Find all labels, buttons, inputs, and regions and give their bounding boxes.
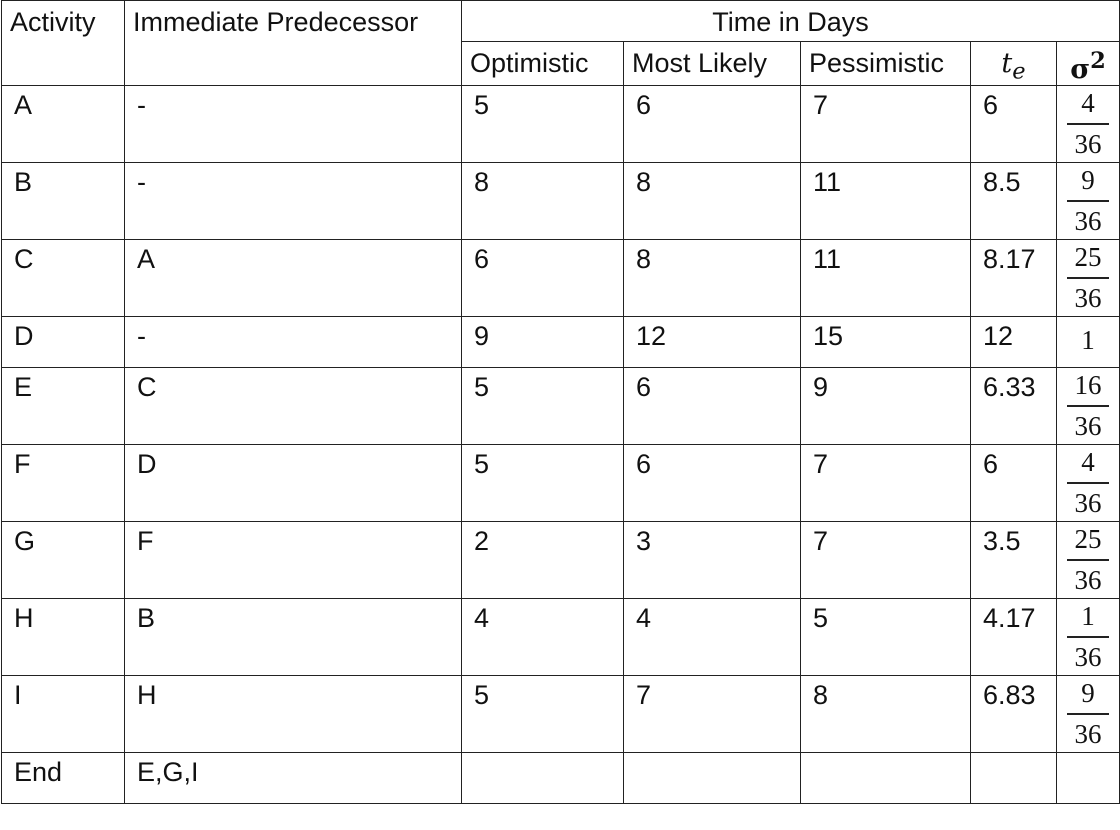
cell-optimistic: 8 xyxy=(462,163,624,240)
header-row-1 xyxy=(2,1,1120,42)
table-row xyxy=(2,445,1120,522)
cell-te: 6.83 xyxy=(971,676,1057,753)
cell-most-likely: 4 xyxy=(624,599,801,676)
cell-activity: D xyxy=(2,317,125,368)
cell-pessimistic: 5 xyxy=(801,599,971,676)
table-row xyxy=(2,317,1120,368)
table-row xyxy=(2,599,1120,676)
cell-predecessor: E,G,I xyxy=(125,753,462,804)
te-subscript: e xyxy=(1012,58,1026,85)
variance-denominator: 36 xyxy=(1074,129,1102,159)
variance-fraction xyxy=(1065,372,1111,440)
variance-denominator: 36 xyxy=(1074,642,1102,672)
cell-most-likely: 6 xyxy=(624,86,801,163)
cell-te: 6 xyxy=(971,445,1057,522)
cell-optimistic: 5 xyxy=(462,368,624,445)
col-header-predecessor: Immediate Predecessor xyxy=(125,1,462,86)
cell-activity: A xyxy=(2,86,125,163)
cell-activity: I xyxy=(2,676,125,753)
cell-pessimistic: 7 xyxy=(801,522,971,599)
table-row xyxy=(2,86,1120,163)
cell-variance xyxy=(1057,86,1120,163)
cell-te xyxy=(971,753,1057,804)
variance-fraction xyxy=(1065,526,1111,594)
cell-te: 6 xyxy=(971,86,1057,163)
cell-pessimistic: 15 xyxy=(801,317,971,368)
cell-variance xyxy=(1057,753,1120,804)
variance-fraction xyxy=(1065,680,1111,748)
table-row xyxy=(2,522,1120,599)
cell-pessimistic: 8 xyxy=(801,676,971,753)
cell-te: 3.5 xyxy=(971,522,1057,599)
cell-optimistic: 2 xyxy=(462,522,624,599)
col-header-variance xyxy=(1057,42,1120,86)
cell-activity: G xyxy=(2,522,125,599)
cell-pessimistic: 11 xyxy=(801,163,971,240)
cell-variance xyxy=(1057,317,1120,368)
variance-fraction xyxy=(1065,167,1111,235)
table-row xyxy=(2,753,1120,804)
cell-activity: C xyxy=(2,240,125,317)
cell-activity: B xyxy=(2,163,125,240)
variance-value: 1 xyxy=(1081,325,1095,355)
cell-activity: E xyxy=(2,368,125,445)
cell-optimistic: 5 xyxy=(462,445,624,522)
cell-optimistic xyxy=(462,753,624,804)
sigma-symbol: σ xyxy=(1070,54,1091,85)
variance-denominator: 36 xyxy=(1074,206,1102,236)
pert-activity-table xyxy=(1,0,1120,804)
variance-fraction xyxy=(1065,90,1111,158)
cell-activity: F xyxy=(2,445,125,522)
cell-te: 8.5 xyxy=(971,163,1057,240)
variance-fraction xyxy=(1065,603,1111,671)
cell-most-likely: 8 xyxy=(624,163,801,240)
cell-predecessor: - xyxy=(125,317,462,368)
cell-optimistic: 6 xyxy=(462,240,624,317)
cell-te: 12 xyxy=(971,317,1057,368)
variance-denominator: 36 xyxy=(1074,411,1102,441)
cell-variance xyxy=(1057,240,1120,317)
cell-pessimistic: 11 xyxy=(801,240,971,317)
variance-denominator: 36 xyxy=(1074,719,1102,749)
variance-numerator: 16 xyxy=(1074,370,1102,400)
cell-pessimistic: 7 xyxy=(801,445,971,522)
table-row xyxy=(2,676,1120,753)
table-body xyxy=(2,86,1120,804)
cell-pessimistic xyxy=(801,753,971,804)
cell-optimistic: 5 xyxy=(462,86,624,163)
variance-denominator: 36 xyxy=(1074,283,1102,313)
cell-variance xyxy=(1057,445,1120,522)
cell-most-likely xyxy=(624,753,801,804)
variance-numerator: 1 xyxy=(1081,601,1095,631)
table-row xyxy=(2,240,1120,317)
cell-pessimistic: 7 xyxy=(801,86,971,163)
cell-predecessor: D xyxy=(125,445,462,522)
cell-predecessor: H xyxy=(125,676,462,753)
col-header-most-likely: Most Likely xyxy=(624,42,801,86)
cell-predecessor: F xyxy=(125,522,462,599)
variance-numerator: 4 xyxy=(1081,447,1095,477)
cell-activity: H xyxy=(2,599,125,676)
table-row xyxy=(2,368,1120,445)
variance-numerator: 4 xyxy=(1081,88,1095,118)
cell-most-likely: 6 xyxy=(624,445,801,522)
col-header-te xyxy=(971,42,1057,86)
cell-predecessor: B xyxy=(125,599,462,676)
cell-variance xyxy=(1057,163,1120,240)
cell-predecessor: - xyxy=(125,163,462,240)
variance-numerator: 25 xyxy=(1074,524,1102,554)
col-header-time-in-days: Time in Days xyxy=(462,1,1120,42)
cell-optimistic: 5 xyxy=(462,676,624,753)
cell-variance xyxy=(1057,599,1120,676)
cell-predecessor: - xyxy=(125,86,462,163)
table-row xyxy=(2,163,1120,240)
cell-predecessor: A xyxy=(125,240,462,317)
cell-predecessor: C xyxy=(125,368,462,445)
cell-most-likely: 12 xyxy=(624,317,801,368)
cell-variance xyxy=(1057,676,1120,753)
cell-optimistic: 9 xyxy=(462,317,624,368)
variance-denominator: 36 xyxy=(1074,565,1102,595)
col-header-activity: Activity xyxy=(2,1,125,86)
variance-fraction xyxy=(1065,244,1111,312)
cell-activity: End xyxy=(2,753,125,804)
cell-te: 4.17 xyxy=(971,599,1057,676)
variance-numerator: 9 xyxy=(1081,678,1095,708)
te-symbol: t xyxy=(1001,48,1013,79)
cell-optimistic: 4 xyxy=(462,599,624,676)
variance-fraction xyxy=(1065,449,1111,517)
col-header-pessimistic: Pessimistic xyxy=(801,42,971,86)
cell-most-likely: 6 xyxy=(624,368,801,445)
cell-te: 8.17 xyxy=(971,240,1057,317)
sigma-superscript: 2 xyxy=(1090,48,1106,74)
variance-numerator: 25 xyxy=(1074,242,1102,272)
cell-pessimistic: 9 xyxy=(801,368,971,445)
cell-variance xyxy=(1057,368,1120,445)
variance-numerator: 9 xyxy=(1081,165,1095,195)
cell-most-likely: 8 xyxy=(624,240,801,317)
cell-most-likely: 3 xyxy=(624,522,801,599)
col-header-optimistic: Optimistic xyxy=(462,42,624,86)
variance-denominator: 36 xyxy=(1074,488,1102,518)
cell-te: 6.33 xyxy=(971,368,1057,445)
cell-most-likely: 7 xyxy=(624,676,801,753)
cell-variance xyxy=(1057,522,1120,599)
